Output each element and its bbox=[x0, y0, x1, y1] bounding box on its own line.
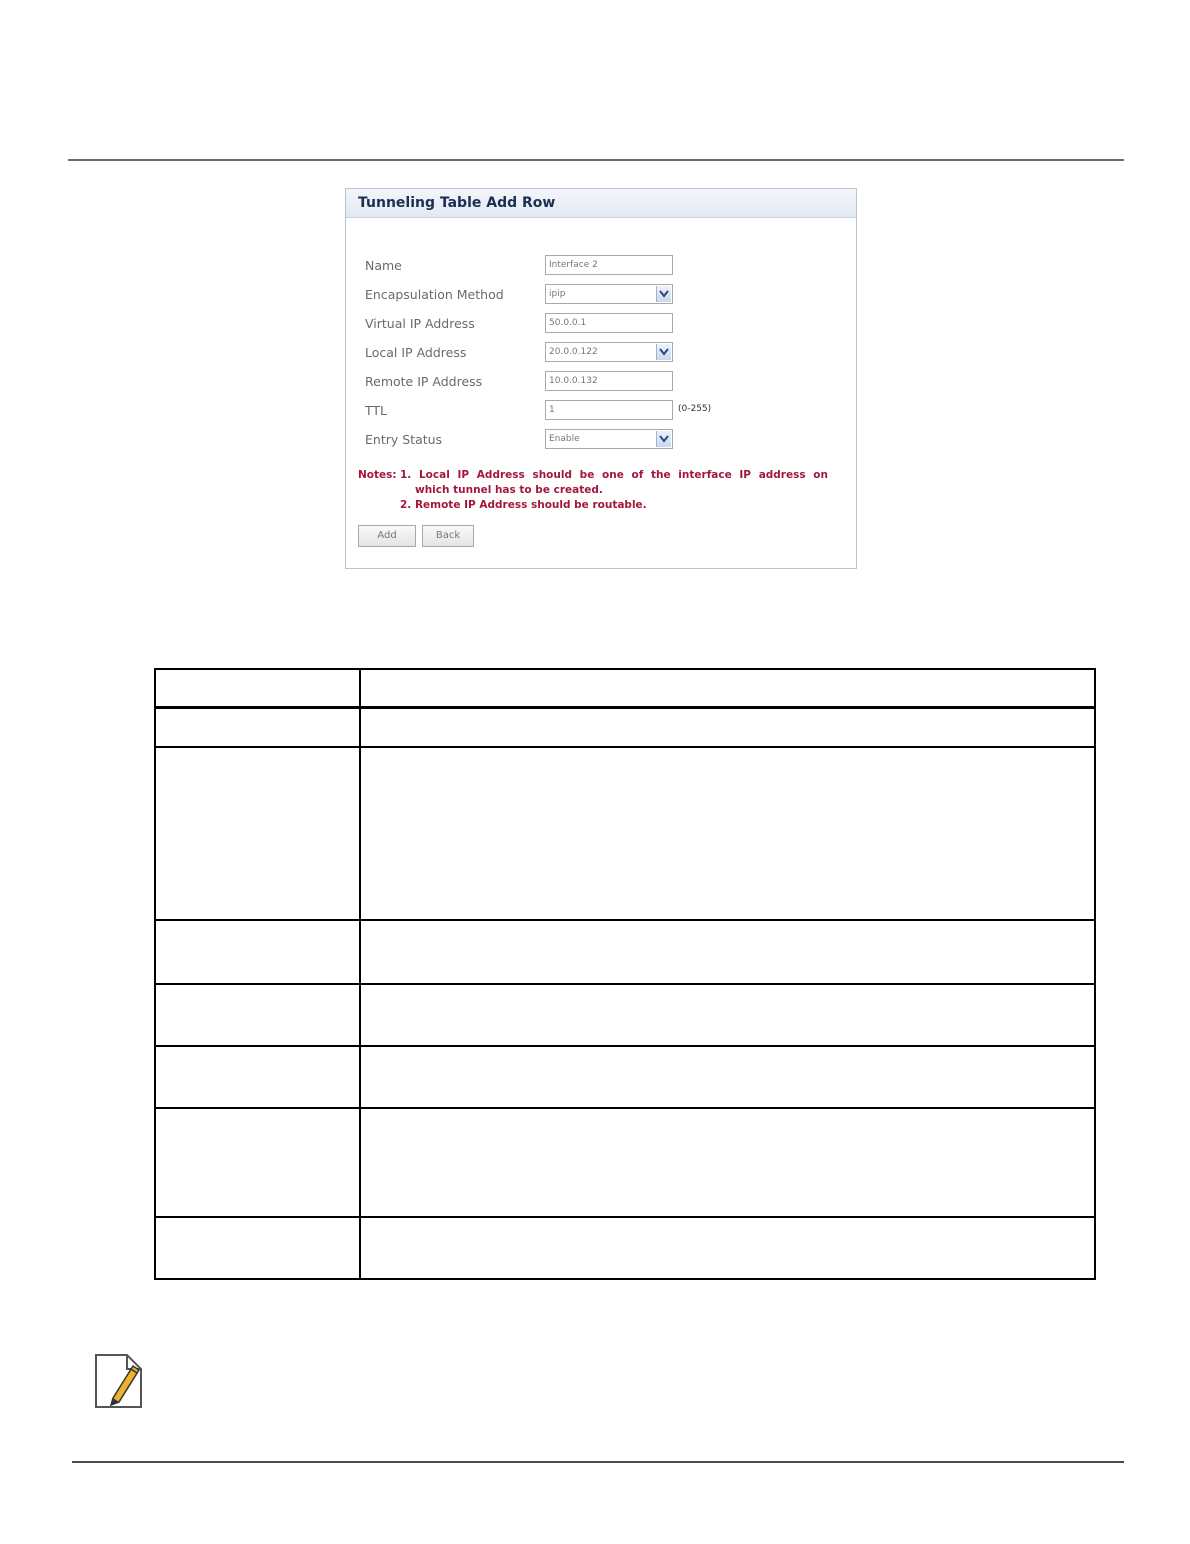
row-ttl bbox=[346, 400, 856, 422]
parameters-table bbox=[154, 668, 1096, 1280]
table-row-divider bbox=[154, 1107, 1096, 1109]
encapsulation-select[interactable] bbox=[545, 284, 673, 304]
local-ip-value: 20.0.0.122 bbox=[549, 347, 598, 357]
row-remote-ip bbox=[346, 371, 856, 393]
panel-title: Tunneling Table Add Row bbox=[346, 189, 856, 218]
tunneling-add-row-panel bbox=[345, 188, 857, 569]
row-local-ip bbox=[346, 342, 856, 364]
entry-status-value: Enable bbox=[549, 434, 580, 444]
ttl-range-hint: (0-255) bbox=[678, 404, 712, 414]
table-row-divider bbox=[154, 1045, 1096, 1047]
table-row-divider bbox=[154, 1216, 1096, 1218]
table-column-divider bbox=[359, 668, 361, 1280]
table-row-divider bbox=[154, 919, 1096, 921]
row-entry-status bbox=[346, 429, 856, 451]
remote-ip-label: Remote IP Address bbox=[365, 374, 483, 389]
footer-rule bbox=[72, 1461, 1124, 1463]
add-button[interactable]: Add bbox=[358, 525, 416, 547]
chevron-down-icon[interactable] bbox=[656, 431, 671, 447]
row-encapsulation bbox=[346, 284, 856, 306]
chevron-down-icon[interactable] bbox=[656, 286, 671, 302]
note-2: 2. Remote IP Address should be routable. bbox=[400, 499, 647, 511]
ttl-input[interactable]: 1 bbox=[545, 400, 673, 420]
encapsulation-value: ipip bbox=[549, 289, 566, 299]
virtual-ip-input[interactable]: 50.0.0.1 bbox=[545, 313, 673, 333]
local-ip-select[interactable] bbox=[545, 342, 673, 362]
note-pencil-icon bbox=[93, 1352, 145, 1410]
remote-ip-input[interactable]: 10.0.0.132 bbox=[545, 371, 673, 391]
note-1-line-1: 1. Local IP Address should be one of the interface IP address on bbox=[400, 469, 828, 481]
entry-status-label: Entry Status bbox=[365, 432, 443, 447]
table-row-divider bbox=[154, 746, 1096, 748]
ttl-label: TTL bbox=[365, 403, 388, 418]
table-border bbox=[154, 668, 1096, 1280]
note-1-line-2: which tunnel has to be created. bbox=[415, 484, 603, 496]
name-input[interactable]: Interface 2 bbox=[545, 255, 673, 275]
back-button[interactable]: Back bbox=[422, 525, 474, 547]
name-label: Name bbox=[365, 258, 402, 273]
virtual-ip-label: Virtual IP Address bbox=[365, 316, 475, 331]
notes-label: Notes: bbox=[358, 469, 397, 481]
row-name bbox=[346, 255, 856, 277]
header-rule bbox=[68, 159, 1124, 161]
chevron-down-icon[interactable] bbox=[656, 344, 671, 360]
encapsulation-label: Encapsulation Method bbox=[365, 287, 504, 302]
row-virtual-ip bbox=[346, 313, 856, 335]
table-row-divider bbox=[154, 983, 1096, 985]
entry-status-select[interactable] bbox=[545, 429, 673, 449]
local-ip-label: Local IP Address bbox=[365, 345, 467, 360]
